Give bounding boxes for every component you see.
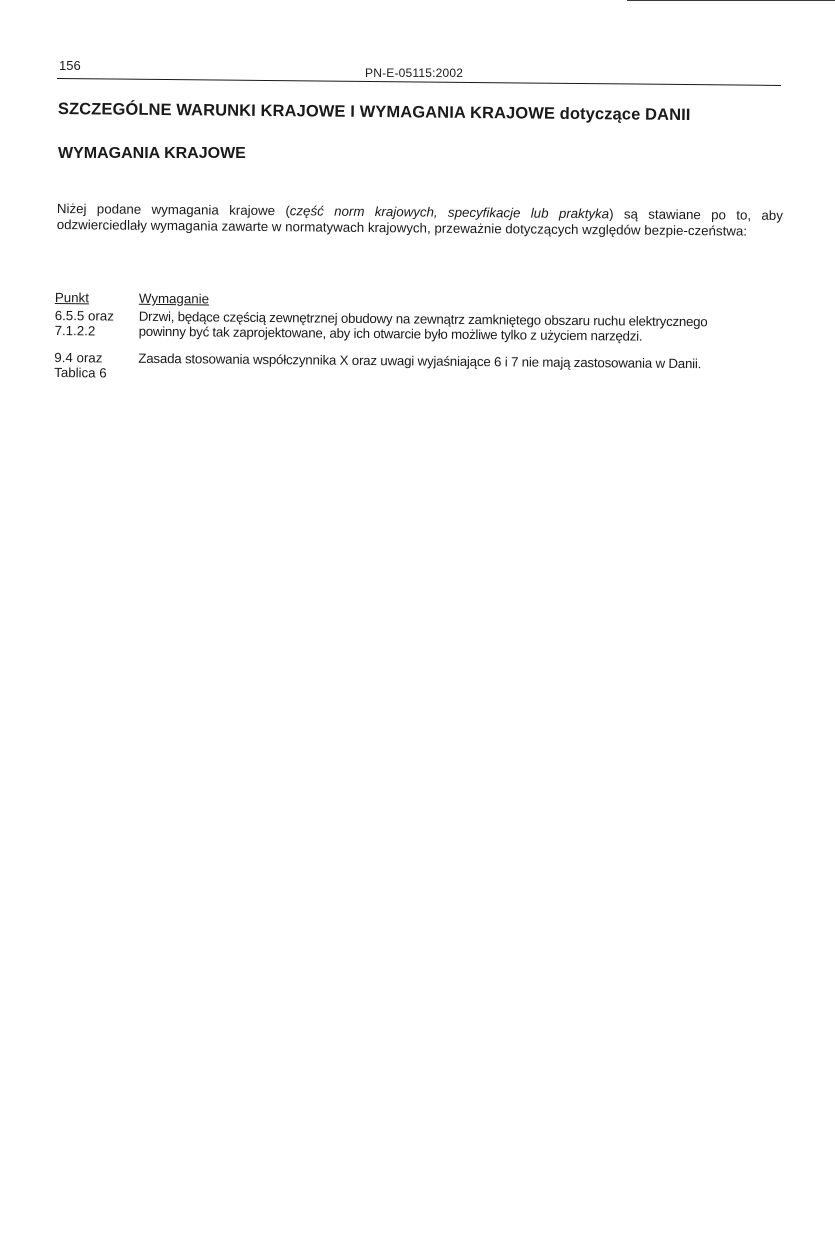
clause-line: Tablica 6 [54, 364, 107, 381]
requirements-table [54, 290, 785, 387]
clause-line: 6.5.5 oraz [54, 307, 114, 324]
requirement-cell [139, 309, 785, 345]
page-header [57, 58, 781, 92]
section-title: WYMAGANIA KRAJOWE [58, 145, 246, 162]
clause-line: 7.1.2.2 [54, 322, 96, 339]
header-clause: Punkt [54, 290, 90, 306]
page-number: 156 [59, 58, 81, 73]
requirement-cell [138, 351, 784, 387]
table-row [54, 350, 784, 387]
main-title: SZCZEGÓLNE WARUNKI KRAJOWE I WYMAGANIA KRAJOWE dotyczące DANII [57, 100, 691, 125]
table-row [55, 308, 785, 345]
standard-code: PN-E-05115:2002 [365, 66, 464, 80]
intro-text-italic: część norm krajowych, specyfikacje lub praktyka [289, 203, 610, 222]
requirement-line: Drzwi, będące częścią zewnętrznej obudowy na zewnątrz zamkniętego obszaru ruchu elektrycznego [138, 308, 708, 330]
intro-text-before: Niżej podane wymagania krajowe ( [56, 201, 290, 219]
intro-text-after: ) są stawiane po to, aby odzwierciedlały wymagania zawarte w normatywach krajowych, przeważnie dotyczących względów bezpie-czeństwa: [56, 206, 783, 239]
clause-cell [55, 308, 139, 339]
header-requirement: Wymaganie [138, 290, 210, 307]
requirement-line: Zasada stosowania współczynnika X oraz uwagi wyjaśniające 6 i 7 nie mają zastosowania w Danii. [138, 350, 702, 372]
clause-cell [54, 350, 138, 381]
requirement-line: powinny być tak zaprojektowane, aby ich otwarcie było możliwe tylko z użyciem narzędzi. [138, 323, 643, 344]
intro-paragraph [57, 201, 783, 240]
clause-line: 9.4 oraz [54, 349, 103, 366]
